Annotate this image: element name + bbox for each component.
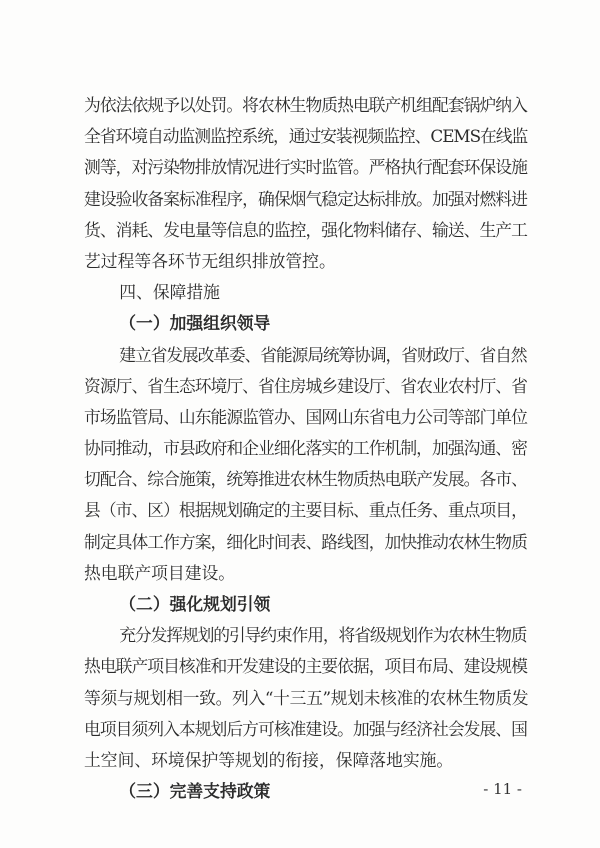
text-line: 建设验收备案标准程序，确保烟气稳定达标排放。加强对燃料进 [84,188,527,209]
text-line: 热电联产项目建设。 [84,562,236,583]
document-body [84,90,528,807]
text-line: 电项目须列入本规划后方可核准建设。加强与经济社会发展、国 [84,718,527,739]
subsection-heading: （一）加强组织领导 [119,313,271,334]
section-heading: 四、保障措施 [119,282,220,303]
text-line: 充分发挥规划的引导约束作用，将省级规划作为农林生物质 [119,625,527,646]
text-line: 制定具体工作方案，细化时间表、路线图，加快推动农林生物质 [84,531,527,552]
text-line: 县（市、区）根据规划确定的主要目标、重点任务、重点项目， [84,500,527,521]
text-line: 协同推动，市县政府和企业细化落实的工作机制，加强沟通、密 [84,438,527,459]
text-line: 建立省发展改革委、省能源局统筹协调，省财政厅、省自然 [119,344,527,365]
subsection-heading: （三）完善支持政策 [119,781,271,802]
text-line: 全省环境自动监测监控系统，通过安装视频监控、CEMS在线监 [84,126,528,147]
text-line: 资源厅、省生态环境厅、省住房城乡建设厅、省农业农村厅、省 [84,375,527,396]
text-line: 市场监管局、山东能源监管办、国网山东省电力公司等部门单位 [84,406,527,427]
text-line: 切配合、综合施策，统筹推进农林生物质热电联产发展。各市、 [84,469,527,490]
text-line: 热电联产项目核准和开发建设的主要依据，项目布局、建设规模 [84,656,527,677]
text-line: 货、消耗、发电量等信息的监控，强化物料储存、输送、生产工 [84,219,527,240]
subsection-heading: （二）强化规划引领 [119,594,271,614]
text-line: 艺过程等各环节无组织排放管控。 [84,250,336,271]
text-line: 为依法依规予以处罚。将农林生物质热电联产机组配套锅炉纳入 [84,95,527,115]
text-line: 土空间、环境保护等规划的衔接，保障落地实施。 [84,749,454,770]
text-line: 等须与规划相一致。列入“十三五”规划未核准的农林生物质发 [84,687,529,708]
text-line: 测等，对污染物排放情况进行实时监管。严格执行配套环保设施 [84,157,527,178]
page-number: - 11 - [483,780,522,798]
